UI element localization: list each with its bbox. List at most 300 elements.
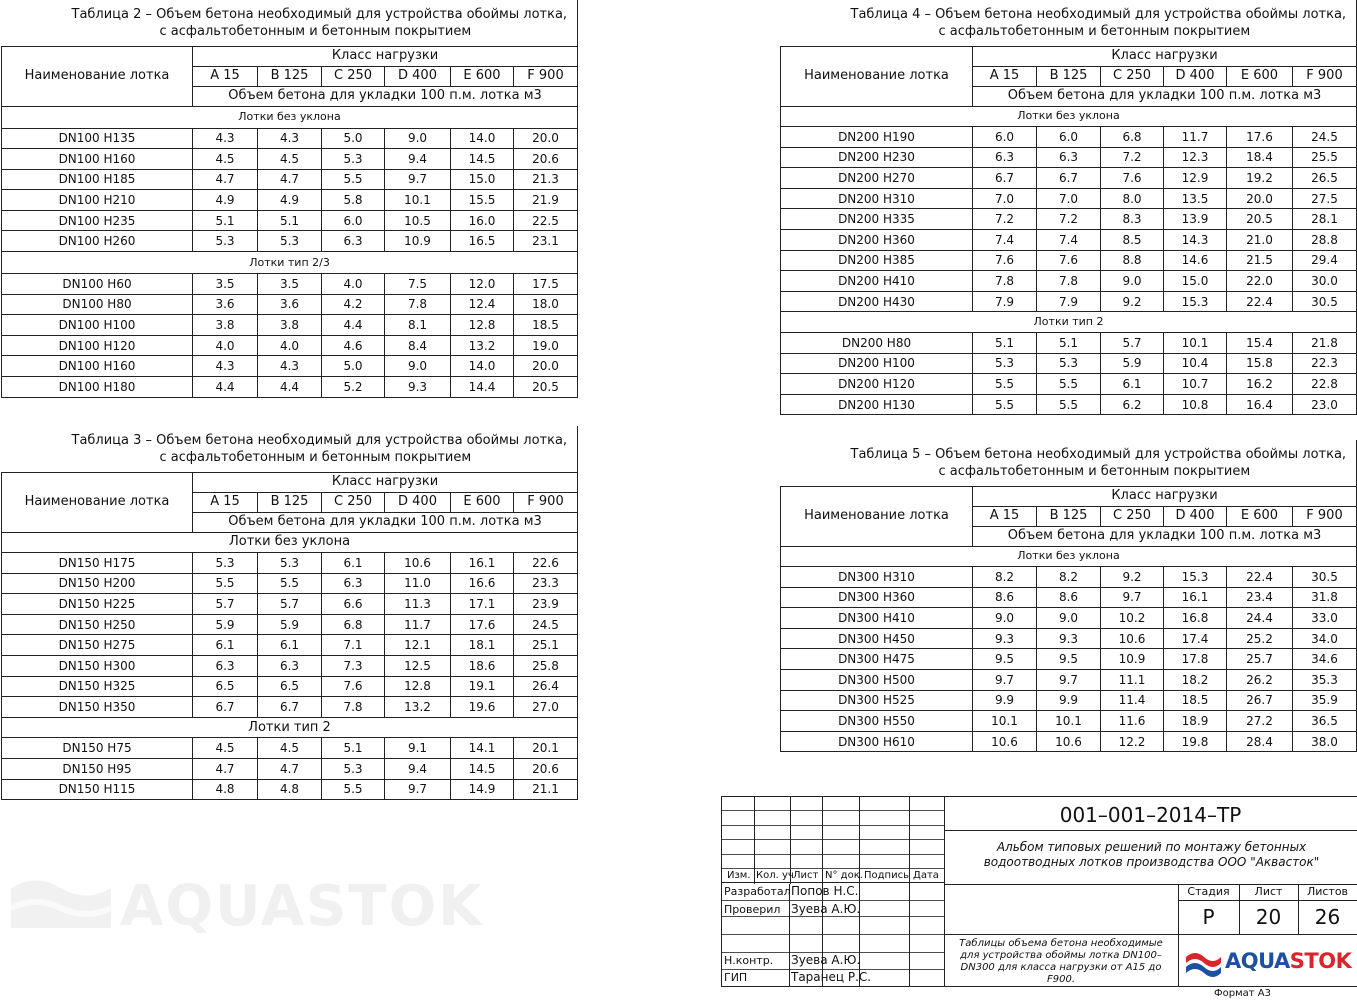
- volume-header: Объем бетона для укладки 100 п.м. лотка м3: [973, 526, 1357, 546]
- volume-value: 30.0: [1293, 271, 1357, 292]
- volume-value: 6.2: [1101, 394, 1164, 415]
- table-caption-line2: с асфальтобетонным и бетонным покрытием: [938, 463, 1251, 479]
- volume-value: 16.4: [1227, 394, 1293, 415]
- volume-value: 4.3: [258, 128, 322, 149]
- load-class-5: F 900: [1293, 66, 1357, 86]
- table-row: [2, 377, 578, 398]
- table-row: [781, 731, 1357, 752]
- volume-value: 25.1: [514, 635, 578, 656]
- load-class-1: B 125: [258, 66, 322, 86]
- volume-value: 8.0: [1101, 188, 1164, 209]
- title-block: [721, 796, 1357, 988]
- logo-text: [1225, 949, 1351, 973]
- volume-value: 27.2: [1227, 711, 1293, 732]
- tray-name: DN150 H250: [2, 614, 193, 635]
- table-row: [2, 190, 578, 211]
- concrete-volume-table-2: [1, 0, 578, 398]
- tray-name: DN150 H300: [2, 656, 193, 677]
- volume-value: 18.4: [1227, 147, 1293, 168]
- volume-value: 5.8: [322, 190, 385, 211]
- section-title: Лотки тип 2: [2, 717, 578, 738]
- volume-value: 6.3: [1037, 147, 1101, 168]
- table-row: [781, 291, 1357, 312]
- volume-value: 29.4: [1293, 250, 1357, 271]
- volume-value: 12.9: [1164, 168, 1227, 189]
- volume-value: 19.0: [514, 335, 578, 356]
- volume-value: 4.7: [258, 759, 322, 780]
- tray-name: DN300 H360: [781, 587, 973, 608]
- volume-value: 4.3: [258, 356, 322, 377]
- table-row: [781, 394, 1357, 415]
- volume-value: 12.0: [451, 274, 514, 295]
- volume-value: 20.6: [514, 149, 578, 170]
- tray-name: DN100 H160: [2, 356, 193, 377]
- volume-value: 4.6: [322, 335, 385, 356]
- volume-value: 8.4: [385, 335, 451, 356]
- table-row: [781, 250, 1357, 271]
- volume-value: 26.7: [1227, 690, 1293, 711]
- volume-value: 4.0: [322, 274, 385, 295]
- volume-value: 14.1: [451, 738, 514, 759]
- volume-value: 22.4: [1227, 291, 1293, 312]
- volume-value: 11.0: [385, 573, 451, 594]
- volume-value: 13.9: [1164, 209, 1227, 230]
- volume-value: 9.0: [1037, 608, 1101, 629]
- volume-value: 4.2: [322, 294, 385, 315]
- album-title: Альбом типовых решений по монтажу бетонных водоотводных лотков производства ООО "Аквасток": [983, 840, 1320, 869]
- load-class-3: D 400: [385, 492, 451, 512]
- table-caption: [781, 440, 1357, 486]
- volume-value: 7.6: [1037, 250, 1101, 271]
- table-caption-line1: Таблица 2 – Объем бетона необходимый для устройства обоймы лотка,: [71, 6, 568, 22]
- stage-label: Стадия: [1187, 885, 1230, 898]
- volume-value: 8.2: [973, 567, 1037, 588]
- tray-name: DN100 H185: [2, 169, 193, 190]
- volume-value: 4.5: [258, 738, 322, 759]
- table-row: [2, 779, 578, 800]
- sheet-label: Лист: [1254, 885, 1283, 898]
- format-label: Формат А3: [1214, 988, 1271, 999]
- volume-value: 18.5: [1164, 690, 1227, 711]
- volume-value: 21.9: [514, 190, 578, 211]
- tray-name: DN100 H180: [2, 377, 193, 398]
- volume-value: 9.3: [973, 628, 1037, 649]
- volume-value: 12.2: [1101, 731, 1164, 752]
- volume-value: 26.4: [514, 676, 578, 697]
- load-class-header: Класс нагрузки: [193, 472, 578, 492]
- volume-value: 6.5: [193, 676, 258, 697]
- table-row: [2, 294, 578, 315]
- volume-value: 26.5: [1293, 168, 1357, 189]
- table-row: [2, 149, 578, 170]
- volume-value: 9.7: [1101, 587, 1164, 608]
- volume-value: 19.1: [451, 676, 514, 697]
- load-class-3: D 400: [385, 66, 451, 86]
- volume-value: 5.5: [193, 573, 258, 594]
- load-class-5: F 900: [1293, 506, 1357, 526]
- tray-name: DN200 H270: [781, 168, 973, 189]
- tray-name: DN100 H260: [2, 231, 193, 252]
- volume-value: 5.1: [973, 333, 1037, 354]
- volume-value: 16.5: [451, 231, 514, 252]
- volume-value: 10.1: [385, 190, 451, 211]
- volume-value: 7.2: [973, 209, 1037, 230]
- volume-value: 34.0: [1293, 628, 1357, 649]
- table-row: [781, 711, 1357, 732]
- volume-value: 19.6: [451, 697, 514, 718]
- volume-value: 6.3: [258, 656, 322, 677]
- table-row: [781, 587, 1357, 608]
- volume-value: 4.4: [193, 377, 258, 398]
- table-row: [781, 690, 1357, 711]
- load-class-2: C 250: [322, 66, 385, 86]
- table-row: [2, 573, 578, 594]
- volume-value: 6.6: [322, 594, 385, 615]
- volume-value: 9.1: [385, 738, 451, 759]
- volume-value: 13.2: [385, 697, 451, 718]
- volume-value: 4.7: [193, 759, 258, 780]
- table-caption-line1: Таблица 5 – Объем бетона необходимый для устройства обоймы лотка,: [850, 446, 1347, 462]
- volume-value: 23.0: [1293, 394, 1357, 415]
- table-row: [781, 209, 1357, 230]
- volume-value: 15.0: [1164, 271, 1227, 292]
- volume-value: 15.0: [451, 169, 514, 190]
- volume-value: 12.4: [451, 294, 514, 315]
- volume-value: 35.3: [1293, 670, 1357, 691]
- volume-value: 5.9: [193, 614, 258, 635]
- volume-value: 20.0: [514, 356, 578, 377]
- volume-value: 9.9: [973, 690, 1037, 711]
- volume-value: 3.8: [193, 315, 258, 336]
- volume-value: 5.3: [258, 231, 322, 252]
- load-class-header: Класс нагрузки: [973, 486, 1357, 506]
- volume-value: 35.9: [1293, 690, 1357, 711]
- tray-name: DN150 H95: [2, 759, 193, 780]
- tray-name: DN100 H135: [2, 128, 193, 149]
- section-title: Лотки без уклона: [781, 546, 1357, 567]
- table-caption: [2, 0, 578, 46]
- volume-value: 9.0: [385, 356, 451, 377]
- watermark: [0, 862, 484, 942]
- tray-name: DN200 H385: [781, 250, 973, 271]
- load-class-4: E 600: [451, 492, 514, 512]
- volume-value: 8.6: [1037, 587, 1101, 608]
- concrete-volume-table-4: [780, 0, 1357, 415]
- load-class-4: E 600: [451, 66, 514, 86]
- volume-value: 17.5: [514, 274, 578, 295]
- volume-value: 5.5: [973, 394, 1037, 415]
- volume-value: 10.9: [1101, 649, 1164, 670]
- tray-name: DN150 H350: [2, 697, 193, 718]
- volume-value: 6.7: [258, 697, 322, 718]
- volume-value: 18.1: [451, 635, 514, 656]
- load-class-2: C 250: [322, 492, 385, 512]
- name-column-header: Наименование лотка: [2, 46, 193, 106]
- volume-value: 10.1: [973, 711, 1037, 732]
- volume-value: 23.4: [1227, 587, 1293, 608]
- volume-value: 15.8: [1227, 353, 1293, 374]
- volume-value: 7.6: [322, 676, 385, 697]
- tray-name: DN200 H430: [781, 291, 973, 312]
- watermark-text: AQUASTOK: [120, 874, 484, 939]
- volume-value: 5.3: [1037, 353, 1101, 374]
- volume-value: 4.5: [258, 149, 322, 170]
- volume-value: 20.6: [514, 759, 578, 780]
- tray-name: DN200 H230: [781, 147, 973, 168]
- volume-value: 6.0: [973, 127, 1037, 148]
- document-code: 001–001–2014–TP: [1059, 803, 1242, 827]
- volume-value: 7.6: [1101, 168, 1164, 189]
- col-sign: Подпись: [864, 870, 909, 881]
- tray-name: DN200 H120: [781, 374, 973, 395]
- volume-value: 18.9: [1164, 711, 1227, 732]
- volume-value: 11.7: [1164, 127, 1227, 148]
- role-dev: Разработал: [724, 885, 791, 898]
- table-row: [2, 697, 578, 718]
- volume-value: 24.5: [1293, 127, 1357, 148]
- volume-value: 21.5: [1227, 250, 1293, 271]
- tray-name: DN200 H410: [781, 271, 973, 292]
- volume-value: 28.4: [1227, 731, 1293, 752]
- load-class-3: D 400: [1164, 66, 1227, 86]
- tray-name: DN300 H450: [781, 628, 973, 649]
- section-title: Лотки без уклона: [2, 532, 578, 553]
- volume-value: 5.7: [1101, 333, 1164, 354]
- table-row: [781, 168, 1357, 189]
- volume-value: 13.5: [1164, 188, 1227, 209]
- volume-value: 11.4: [1101, 690, 1164, 711]
- volume-value: 4.0: [193, 335, 258, 356]
- load-class-4: E 600: [1227, 66, 1293, 86]
- volume-value: 9.7: [385, 169, 451, 190]
- table-row: [781, 147, 1357, 168]
- volume-value: 27.0: [514, 697, 578, 718]
- volume-value: 10.6: [385, 553, 451, 574]
- volume-value: 5.3: [193, 231, 258, 252]
- volume-value: 22.4: [1227, 567, 1293, 588]
- volume-value: 7.4: [1037, 230, 1101, 251]
- table-row: [2, 169, 578, 190]
- volume-value: 19.8: [1164, 731, 1227, 752]
- tray-name: DN200 H190: [781, 127, 973, 148]
- table-row: [2, 274, 578, 295]
- table-caption: [781, 0, 1357, 46]
- tray-name: DN150 H200: [2, 573, 193, 594]
- volume-value: 10.2: [1101, 608, 1164, 629]
- volume-value: 7.5: [385, 274, 451, 295]
- volume-value: 17.6: [1227, 127, 1293, 148]
- volume-value: 28.1: [1293, 209, 1357, 230]
- volume-value: 8.6: [973, 587, 1037, 608]
- volume-value: 4.4: [322, 315, 385, 336]
- volume-value: 14.6: [1164, 250, 1227, 271]
- volume-value: 9.7: [973, 670, 1037, 691]
- person-dev: Попов Н.С.: [791, 884, 859, 898]
- volume-value: 10.6: [1037, 731, 1101, 752]
- sheets-label: Листов: [1306, 885, 1349, 898]
- volume-value: 11.7: [385, 614, 451, 635]
- person-check: Зуева А.Ю.: [791, 902, 861, 916]
- table-caption-line1: Таблица 3 – Объем бетона необходимый для устройства обоймы лотка,: [71, 432, 568, 448]
- table-row: [2, 614, 578, 635]
- volume-value: 18.0: [514, 294, 578, 315]
- volume-value: 4.4: [258, 377, 322, 398]
- volume-value: 28.8: [1293, 230, 1357, 251]
- tray-name: DN150 H225: [2, 594, 193, 615]
- volume-value: 14.0: [451, 356, 514, 377]
- volume-value: 9.3: [385, 377, 451, 398]
- table-row: [2, 635, 578, 656]
- volume-value: 7.2: [1101, 147, 1164, 168]
- volume-value: 12.8: [451, 315, 514, 336]
- volume-value: 8.5: [1101, 230, 1164, 251]
- section-title: Лотки без уклона: [2, 106, 578, 128]
- volume-value: 16.6: [451, 573, 514, 594]
- tray-name: DN200 H80: [781, 333, 973, 354]
- volume-value: 9.3: [1037, 628, 1101, 649]
- volume-value: 5.9: [1101, 353, 1164, 374]
- table-row: [2, 759, 578, 780]
- table-row: [781, 353, 1357, 374]
- volume-value: 9.0: [1101, 271, 1164, 292]
- volume-value: 15.5: [451, 190, 514, 211]
- volume-value: 7.8: [322, 697, 385, 718]
- person-gip: Таранец Р.С.: [791, 970, 872, 984]
- tray-name: DN150 H75: [2, 738, 193, 759]
- volume-value: 7.2: [1037, 209, 1101, 230]
- volume-value: 34.6: [1293, 649, 1357, 670]
- volume-value: 17.1: [451, 594, 514, 615]
- tray-name: DN100 H210: [2, 190, 193, 211]
- volume-header: Объем бетона для укладки 100 п.м. лотка м3: [193, 86, 578, 106]
- load-class-5: F 900: [514, 492, 578, 512]
- volume-value: 5.5: [973, 374, 1037, 395]
- volume-value: 5.3: [973, 353, 1037, 374]
- volume-value: 6.3: [193, 656, 258, 677]
- tray-name: DN150 H275: [2, 635, 193, 656]
- volume-value: 21.0: [1227, 230, 1293, 251]
- table-row: [2, 315, 578, 336]
- volume-value: 25.5: [1293, 147, 1357, 168]
- volume-value: 21.8: [1293, 333, 1357, 354]
- volume-value: 14.5: [451, 759, 514, 780]
- logo-text-aqua: AQUA: [1225, 949, 1290, 973]
- tray-name: DN300 H310: [781, 567, 973, 588]
- tray-name: DN200 H360: [781, 230, 973, 251]
- tray-name: DN300 H500: [781, 670, 973, 691]
- section-title: Лотки тип 2/3: [2, 252, 578, 274]
- volume-value: 4.7: [193, 169, 258, 190]
- volume-value: 10.4: [1164, 353, 1227, 374]
- volume-value: 5.7: [258, 594, 322, 615]
- name-column-header: Наименование лотка: [781, 46, 973, 106]
- volume-value: 5.2: [322, 377, 385, 398]
- tray-name: DN100 H60: [2, 274, 193, 295]
- volume-value: 10.9: [385, 231, 451, 252]
- volume-value: 5.1: [322, 738, 385, 759]
- volume-value: 6.1: [322, 553, 385, 574]
- volume-value: 23.1: [514, 231, 578, 252]
- volume-value: 14.5: [451, 149, 514, 170]
- volume-value: 22.8: [1293, 374, 1357, 395]
- volume-value: 9.0: [385, 128, 451, 149]
- volume-value: 22.5: [514, 210, 578, 231]
- volume-value: 9.4: [385, 149, 451, 170]
- volume-value: 8.3: [1101, 209, 1164, 230]
- volume-value: 7.0: [1037, 188, 1101, 209]
- volume-value: 4.3: [193, 128, 258, 149]
- volume-value: 6.3: [322, 573, 385, 594]
- load-class-1: B 125: [1037, 506, 1101, 526]
- load-class-header: Класс нагрузки: [973, 46, 1357, 66]
- volume-value: 17.8: [1164, 649, 1227, 670]
- volume-value: 18.6: [451, 656, 514, 677]
- table-row: [2, 738, 578, 759]
- volume-value: 6.3: [322, 231, 385, 252]
- volume-value: 20.5: [1227, 209, 1293, 230]
- volume-value: 7.9: [1037, 291, 1101, 312]
- table-row: [2, 594, 578, 615]
- volume-value: 16.1: [451, 553, 514, 574]
- tray-name: DN100 H120: [2, 335, 193, 356]
- volume-value: 6.7: [973, 168, 1037, 189]
- tray-name: DN150 H115: [2, 779, 193, 800]
- tray-name: DN100 H80: [2, 294, 193, 315]
- load-class-0: A 15: [193, 492, 258, 512]
- tray-name: DN300 H410: [781, 608, 973, 629]
- table-row: [2, 676, 578, 697]
- aquastok-logo: [1183, 939, 1355, 983]
- volume-value: 4.8: [193, 779, 258, 800]
- name-column-header: Наименование лотка: [781, 486, 973, 546]
- volume-value: 16.2: [1227, 374, 1293, 395]
- volume-value: 9.5: [973, 649, 1037, 670]
- volume-value: 4.5: [193, 149, 258, 170]
- volume-value: 16.0: [451, 210, 514, 231]
- volume-value: 7.0: [973, 188, 1037, 209]
- section-title: Лотки тип 2: [781, 312, 1357, 333]
- sheet-value: 20: [1255, 905, 1282, 929]
- table-row: [781, 271, 1357, 292]
- col-date: Дата: [913, 870, 939, 881]
- table-row: [781, 649, 1357, 670]
- volume-value: 14.3: [1164, 230, 1227, 251]
- volume-value: 6.8: [1101, 127, 1164, 148]
- aquastok-wave-icon: [1183, 941, 1223, 981]
- table-row: [2, 656, 578, 677]
- volume-value: 9.7: [1037, 670, 1101, 691]
- volume-value: 22.0: [1227, 271, 1293, 292]
- volume-value: 6.3: [973, 147, 1037, 168]
- volume-value: 5.3: [193, 553, 258, 574]
- sheet-title: Таблицы объема бетона необходимые для устройства обоймы лотка DN100–DN300 для класса нагрузки от A15 до F900.: [959, 938, 1163, 985]
- volume-header: Объем бетона для укладки 100 п.м. лотка м3: [973, 86, 1357, 106]
- table-row: [781, 188, 1357, 209]
- volume-value: 5.5: [1037, 374, 1101, 395]
- role-check: Проверил: [724, 903, 781, 916]
- volume-value: 6.5: [258, 676, 322, 697]
- volume-value: 3.5: [258, 274, 322, 295]
- volume-value: 8.8: [1101, 250, 1164, 271]
- table-row: [781, 567, 1357, 588]
- volume-value: 6.7: [1037, 168, 1101, 189]
- volume-value: 4.9: [193, 190, 258, 211]
- concrete-volume-table-3: [1, 426, 578, 800]
- volume-value: 22.3: [1293, 353, 1357, 374]
- volume-value: 7.3: [322, 656, 385, 677]
- tray-name: DN100 H235: [2, 210, 193, 231]
- table-caption-line2: с асфальтобетонным и бетонным покрытием: [159, 23, 472, 39]
